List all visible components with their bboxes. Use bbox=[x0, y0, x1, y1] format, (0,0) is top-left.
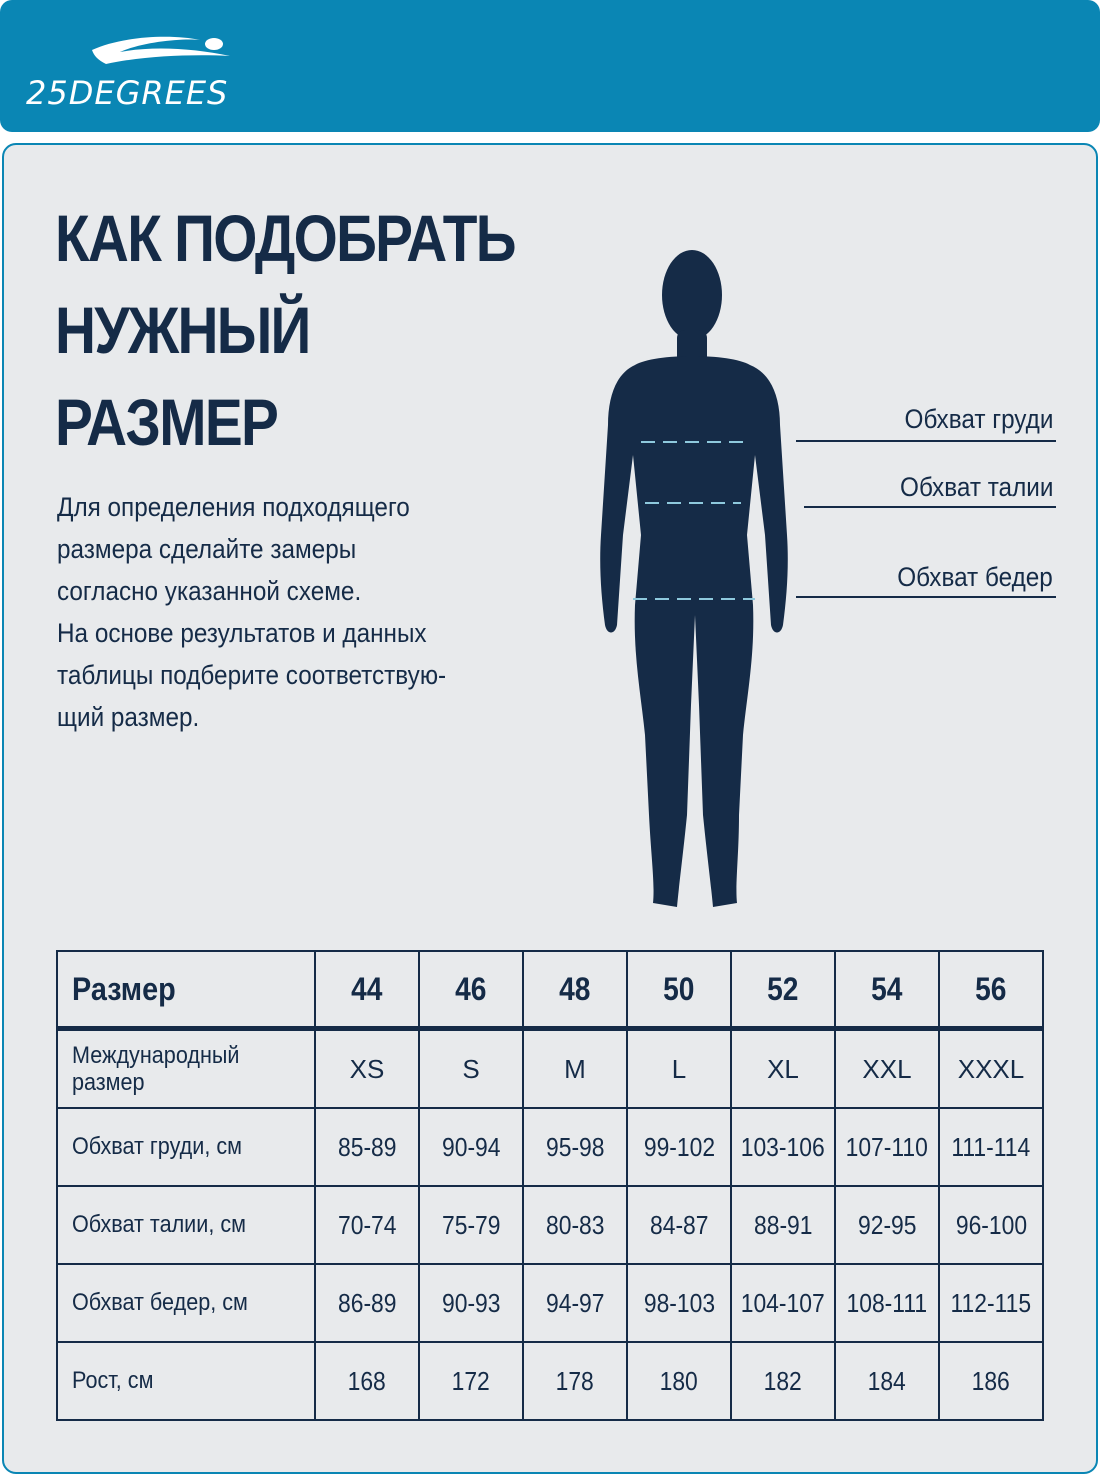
waist-measure-label: Обхват талии bbox=[899, 472, 1053, 502]
hips-measure-label: Обхват бедер bbox=[897, 562, 1053, 592]
chest-pointer-line bbox=[796, 440, 1056, 442]
size-header-cell: 50 bbox=[627, 951, 731, 1029]
title-line: КАК ПОДОБРАТЬ bbox=[55, 201, 515, 275]
row-label: Международный размер bbox=[57, 1029, 315, 1109]
size-header-cell: 48 bbox=[523, 951, 627, 1029]
table-cell: XXL bbox=[835, 1029, 939, 1109]
table-cell: 111-114 bbox=[939, 1108, 1043, 1186]
table-cell: 84-87 bbox=[627, 1186, 731, 1264]
waist-pointer-line bbox=[804, 506, 1056, 508]
intro-line: На основе результатов и данных bbox=[57, 618, 427, 648]
table-cell: L bbox=[627, 1029, 731, 1109]
table-cell: 103-106 bbox=[731, 1108, 835, 1186]
table-cell: 96-100 bbox=[939, 1186, 1043, 1264]
hips-pointer-line bbox=[796, 596, 1056, 598]
table-row bbox=[57, 1264, 1043, 1342]
intro-line: Для определения подходящего bbox=[57, 492, 410, 522]
page-title bbox=[55, 192, 537, 468]
intro-line: согласно указанной схеме. bbox=[57, 576, 362, 606]
table-cell: 112-115 bbox=[939, 1264, 1043, 1342]
size-header-cell: 44 bbox=[315, 951, 419, 1029]
size-header-cell: 46 bbox=[419, 951, 523, 1029]
size-table bbox=[56, 950, 1044, 1421]
body-silhouette-icon bbox=[575, 235, 815, 915]
intro-line: размера сделайте замеры bbox=[57, 534, 357, 564]
table-cell: 180 bbox=[627, 1342, 731, 1420]
table-header-row bbox=[57, 951, 1043, 1029]
table-cell: 98-103 bbox=[627, 1264, 731, 1342]
table-row bbox=[57, 1186, 1043, 1264]
size-header-cell: 54 bbox=[835, 951, 939, 1029]
title-line: РАЗМЕР bbox=[55, 385, 278, 459]
size-header-cell: 56 bbox=[939, 951, 1043, 1029]
table-cell: XL bbox=[731, 1029, 835, 1109]
table-row bbox=[57, 1108, 1043, 1186]
table-cell: 80-83 bbox=[523, 1186, 627, 1264]
table-cell: 90-93 bbox=[419, 1264, 523, 1342]
table-cell: 92-95 bbox=[835, 1186, 939, 1264]
table-cell: 90-94 bbox=[419, 1108, 523, 1186]
table-cell: 104-107 bbox=[731, 1264, 835, 1342]
table-cell: 94-97 bbox=[523, 1264, 627, 1342]
brand-header bbox=[0, 0, 1100, 132]
table-cell: 70-74 bbox=[315, 1186, 419, 1264]
row-label: Рост, см bbox=[57, 1342, 315, 1420]
table-cell: 186 bbox=[939, 1342, 1043, 1420]
chest-measure-label: Обхват груди bbox=[904, 404, 1053, 434]
table-cell: XS bbox=[315, 1029, 419, 1109]
table-cell: 99-102 bbox=[627, 1108, 731, 1186]
table-row bbox=[57, 1342, 1043, 1420]
brand-wordmark: 25DEGREES bbox=[26, 74, 229, 112]
table-cell: 86-89 bbox=[315, 1264, 419, 1342]
table-cell: 75-79 bbox=[419, 1186, 523, 1264]
table-cell: 107-110 bbox=[835, 1108, 939, 1186]
header-cell: Размер bbox=[57, 951, 315, 1029]
row-label: Обхват груди, см bbox=[57, 1108, 315, 1186]
table-cell: 95-98 bbox=[523, 1108, 627, 1186]
table-cell: XXXL bbox=[939, 1029, 1043, 1109]
table-cell: 182 bbox=[731, 1342, 835, 1420]
table-cell: 168 bbox=[315, 1342, 419, 1420]
table-cell: M bbox=[523, 1029, 627, 1109]
title-line: НУЖНЫЙ bbox=[55, 293, 310, 367]
table-cell: 85-89 bbox=[315, 1108, 419, 1186]
intro-text bbox=[57, 486, 525, 738]
table-cell: S bbox=[419, 1029, 523, 1109]
intro-line: щий размер. bbox=[57, 702, 200, 732]
size-header-cell: 52 bbox=[731, 951, 835, 1029]
table-cell: 88-91 bbox=[731, 1186, 835, 1264]
row-label: Обхват талии, см bbox=[57, 1186, 315, 1264]
table-cell: 108-111 bbox=[835, 1264, 939, 1342]
table-cell: 172 bbox=[419, 1342, 523, 1420]
row-label: Обхват бедер, см bbox=[57, 1264, 315, 1342]
table-cell: 178 bbox=[523, 1342, 627, 1420]
intro-line: таблицы подберите соответствую- bbox=[57, 660, 447, 690]
table-cell: 184 bbox=[835, 1342, 939, 1420]
table-row bbox=[57, 1029, 1043, 1109]
